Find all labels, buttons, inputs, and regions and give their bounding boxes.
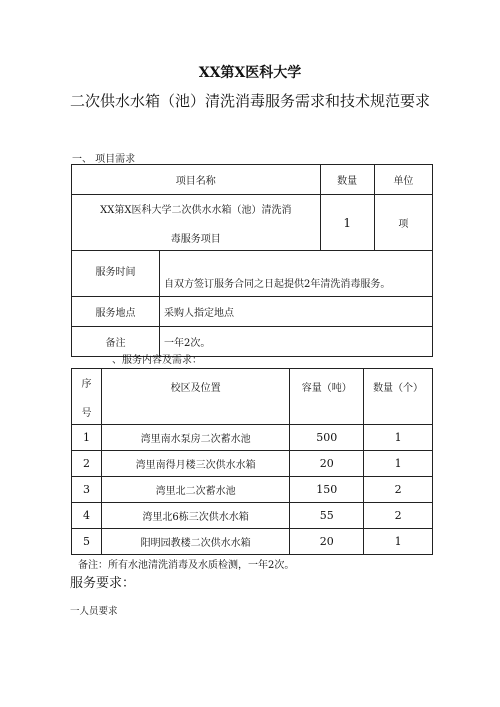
header-capacity: 容量（吨） [290, 369, 364, 425]
row-location: 湾里南得月楼三次供水水箱 [101, 451, 289, 477]
document-subtitle: 二次供水水箱（池）清洗消毒服务需求和技术规范要求 [69, 92, 430, 110]
service-location-value: 采购人指定地点 [159, 297, 432, 327]
row-number: 1 [72, 425, 102, 451]
table-row [72, 425, 433, 451]
row-count: 1 [364, 451, 433, 477]
service-time-value: 自双方签订服务合同之日起提供2年清洗消毒服务。 [159, 251, 432, 297]
header-number-line2: 号 [81, 407, 92, 419]
service-content-table [71, 368, 433, 555]
row-count: 2 [364, 477, 433, 503]
table-row [72, 529, 433, 555]
table-row [72, 477, 433, 503]
header-location: 校区及位置 [101, 369, 289, 425]
table-row [72, 503, 433, 529]
row-count: 2 [364, 503, 433, 529]
row-location: 湾里南水泵房二次蓄水池 [101, 425, 289, 451]
row-location: 湾里北6栋三次供水水箱 [101, 503, 289, 529]
header-quantity: 数量 [320, 165, 374, 195]
row-location: 湾里北二次蓄水池 [101, 477, 289, 503]
service-location-label: 服务地点 [72, 297, 160, 327]
row-capacity: 150 [290, 477, 364, 503]
row-number: 2 [72, 451, 102, 477]
row-count: 1 [364, 529, 433, 555]
personnel-requirements-heading: 一人员要求 [70, 606, 118, 617]
table-row-service-time [72, 251, 433, 297]
row-location: 阳明园教楼二次供水水箱 [101, 529, 289, 555]
document-title: XX第X医科大学 [198, 65, 302, 81]
remarks-value: 一年2次。 [159, 327, 432, 357]
row-number: 5 [72, 529, 102, 555]
service-requirements-heading: 服务要求： [70, 576, 136, 591]
header-project-name: 项目名称 [72, 165, 321, 195]
remarks-label: 备注 [72, 327, 160, 357]
header-number [72, 369, 102, 425]
row-capacity: 20 [290, 529, 364, 555]
project-quantity: 1 [320, 195, 374, 251]
row-count: 1 [364, 425, 433, 451]
row-number: 4 [72, 503, 102, 529]
header-number-line1: 序 [81, 378, 92, 390]
header-count: 数量（个） [364, 369, 433, 425]
table-header-row [72, 369, 433, 425]
table-row-service-location [72, 297, 433, 327]
section-project-requirements: 一、 项目需求 [72, 154, 136, 165]
table-row [72, 195, 433, 251]
table-row [72, 451, 433, 477]
project-requirements-table [71, 164, 433, 357]
section-service-content: 、服务内容及需求： [112, 355, 202, 366]
row-capacity: 55 [290, 503, 364, 529]
service-time-label: 服务时间 [72, 251, 160, 297]
project-name-cell [72, 195, 321, 251]
project-unit: 项 [374, 195, 432, 251]
row-number: 3 [72, 477, 102, 503]
row-capacity: 20 [290, 451, 364, 477]
row-capacity: 500 [290, 425, 364, 451]
table-note: 备注：所有水池清洗消毒及水质检测，一年2次。 [78, 560, 295, 571]
project-name-line1: XX第X医科大学二次供水水箱（池）清洗消 [100, 204, 292, 216]
project-name-line2: 毒服务项目 [170, 233, 221, 245]
table-header-row [72, 165, 433, 195]
header-unit: 单位 [374, 165, 432, 195]
